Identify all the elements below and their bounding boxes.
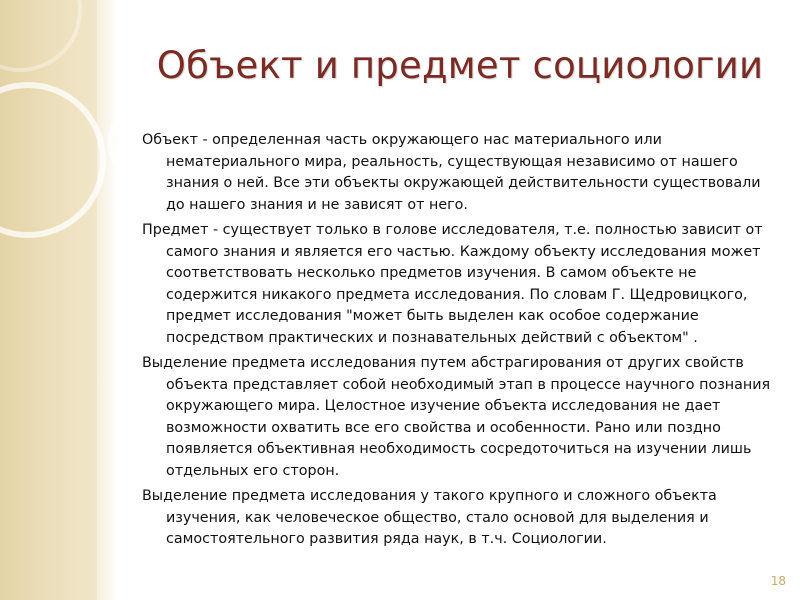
decorative-ring-top <box>0 0 80 70</box>
paragraph-object: Объект - определенная часть окружающего нас материального или нематериального мира, реальность, существующая независимо от нашего знания о ней. Все эти объекты окружающей действительности существовали до нашего знания и не зависят от него. <box>142 132 761 213</box>
page-number: 18 <box>770 574 786 588</box>
slide-body <box>142 130 777 555</box>
paragraph-subject: Предмет - существует только в голове исследователя, т.е. полностью зависит от самого знания и является его частью. Каждому объекту исследования может соответствовать несколько предметов изучения. В самом объекте не содержится никакого предмета исследования. По словам Г. Щедровицкого, предмет исследования "может быть выделен как особое содержание посредством практических и познавательных действий с объектом" . <box>142 222 763 346</box>
paragraph-sociology: Выделение предмета исследования у такого крупного и сложного объекта изучения, как человеческое общество, стало основой для выделения и самостоятельного развития ряда наук, в т.ч. Социологии. <box>142 488 717 547</box>
paragraph-abstraction: Выделение предмета исследования путем абстрагирования от других свойств объекта представляет собой необходимый этап в процессе научного познания окружающего мира. Целостное изучение объекта исследования не дает возможности охватить все его свойства и особенности. Рано или поздно появляется объективная необходимость сосредоточиться на изучении лишь отдельных его сторон. <box>142 355 771 479</box>
slide-title: Объект и предмет социологии <box>156 44 764 87</box>
decorative-ring-large <box>0 85 103 235</box>
